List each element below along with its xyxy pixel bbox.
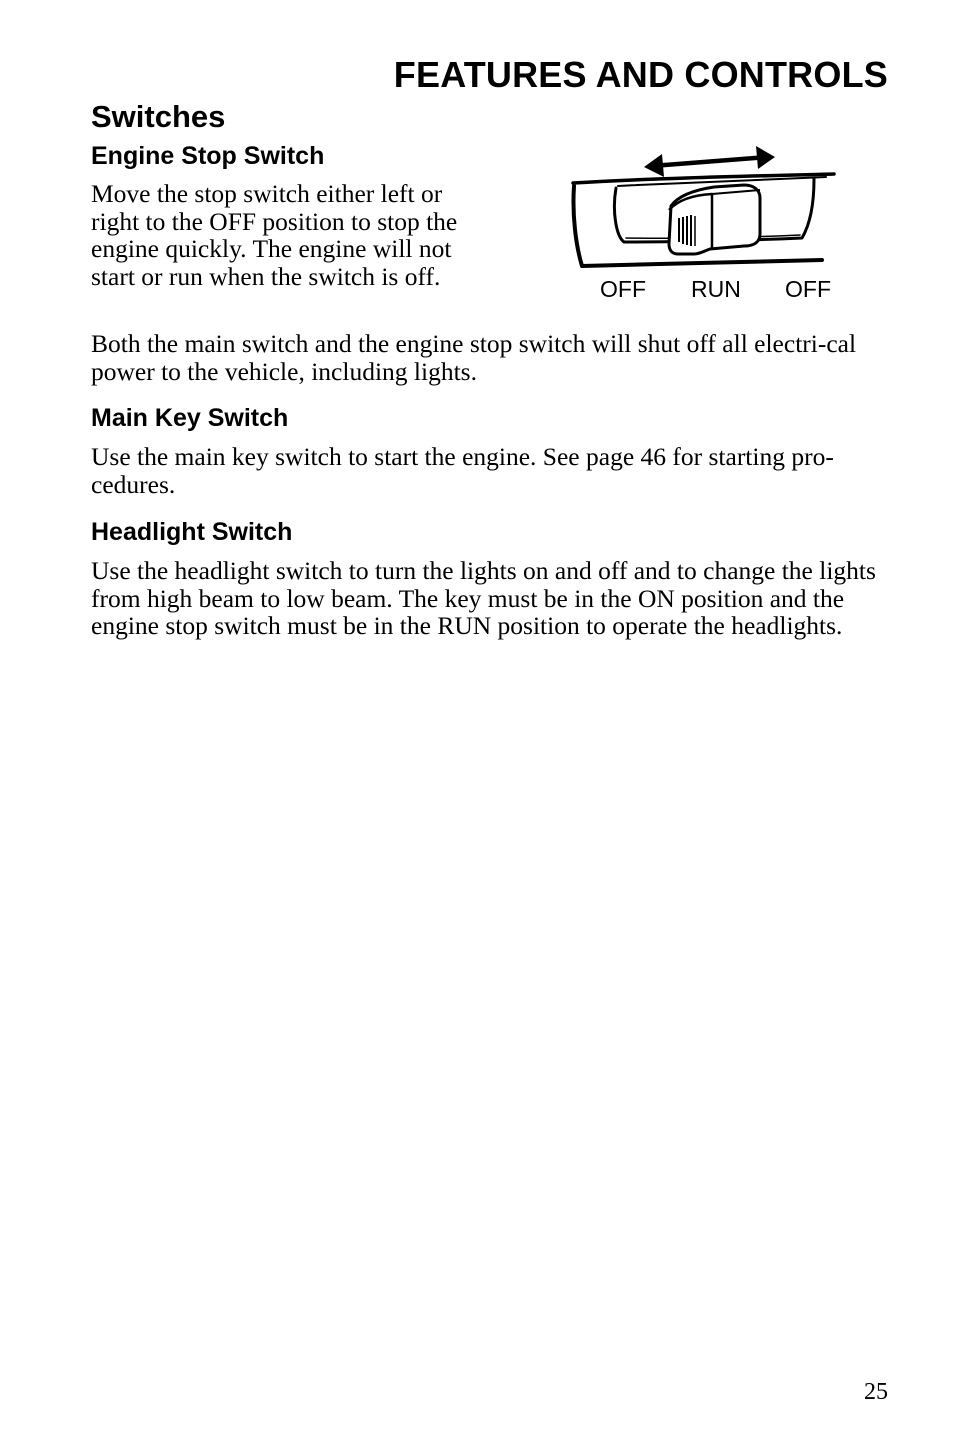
section-title: Switches [91, 99, 226, 134]
figure-label-run: RUN [691, 276, 741, 302]
engine-stop-switch-figure [566, 146, 846, 306]
switch-illustration [566, 146, 846, 276]
figure-label-off-left: OFF [600, 276, 646, 302]
page-number: 25 [864, 1379, 888, 1405]
engine-stop-paragraph-1: Move the stop switch either left or right to the OFF position to stop the engine quickly. The engine will not start or run when the switch is off. [91, 179, 458, 291]
chapter-title: FEATURES AND CONTROLS [393, 54, 888, 95]
headlight-switch-heading: Headlight Switch [91, 518, 293, 546]
main-key-switch-heading: Main Key Switch [91, 404, 289, 432]
engine-stop-paragraph-2: Both the main switch and the engine stop switch will shut off all electri-cal power to the vehicle, including lights. [91, 329, 857, 386]
headlight-paragraph: Use the headlight switch to turn the lights on and off and to change the lights from high beam to low beam. The key must be in the ON position and the engine stop switch must be in the RUN position to operate the headlights. [91, 556, 876, 641]
switch-knob [669, 185, 760, 254]
main-key-paragraph: Use the main key switch to start the engine. See page 46 for starting pro-cedures. [91, 442, 834, 499]
double-arrow-icon [644, 146, 775, 177]
figure-label-off-right: OFF [785, 276, 831, 302]
engine-stop-switch-heading: Engine Stop Switch [91, 142, 325, 170]
